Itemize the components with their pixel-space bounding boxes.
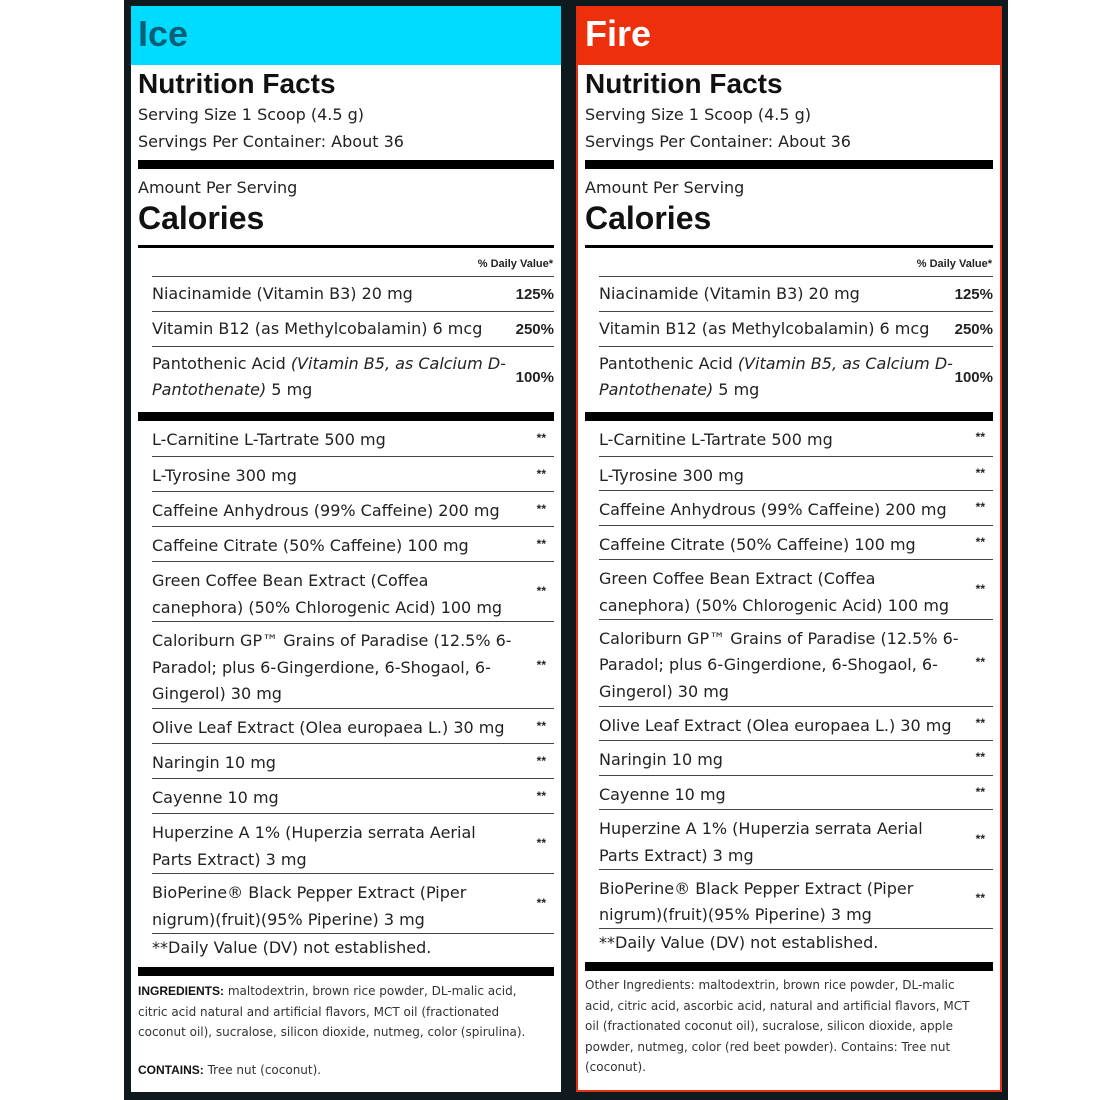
fire-ingredient-name-line: Naringin 10 mg [599, 750, 723, 769]
fire-ingredient-dv: ** [975, 581, 985, 596]
fire-ingredient-dv: ** [975, 500, 985, 515]
ice-ingredient-name-line: Olive Leaf Extract (Olea europaea L.) 30 mg [152, 718, 505, 737]
fire-ingredient-row [599, 619, 993, 707]
ice-ingredient-name-line: L-Carnitine L-Tartrate 500 mg [152, 430, 386, 449]
ice-ingredient-row [152, 456, 554, 492]
fire-ingredient-row [599, 740, 993, 776]
ice-ingredient-row [152, 621, 554, 709]
ice-ingredient-dv: ** [536, 536, 546, 551]
fire-divider-thick-3 [585, 962, 993, 971]
fire-vitamin-name-line2-plain: 5 mg [713, 380, 760, 399]
ice-ingredient-name-line: Caffeine Anhydrous (99% Caffeine) 200 mg [152, 501, 500, 520]
ice-contains-value: Tree nut (coconut). [203, 1063, 322, 1077]
ice-ingredient-name-line: Caloriburn GP™ Grains of Paradise (12.5% 6- [152, 631, 512, 650]
ice-nutrition-facts-title: Nutrition Facts [138, 68, 336, 99]
fire-vitamin-name: Vitamin B12 (as Methylcobalamin) 6 mcg [599, 319, 930, 338]
fire-vitamin-dv: 125% [954, 286, 993, 303]
ice-ingredient-row [152, 526, 554, 562]
ice-ingredient-row [152, 561, 554, 622]
ice-ingredient-name-line: L-Tyrosine 300 mg [152, 466, 297, 485]
ice-ingredients-line-text: maltodextrin, brown rice powder, DL-malic acid, [224, 984, 517, 998]
fire-ingredient-name-line: Huperzine A 1% (Huperzia serrata Aerial [599, 819, 923, 838]
fire-vitamin-name-italic: (Vitamin B5, as Calcium D- [737, 354, 953, 373]
ice-ingredient-dv: ** [536, 657, 546, 672]
fire-daily-value-header: % Daily Value* [916, 258, 992, 270]
fire-vitamin-name-line2-italic: Pantothenate) [599, 380, 714, 399]
ice-ingredient-name-line: nigrum)(fruit)(95% Piperine) 3 mg [152, 909, 425, 929]
fire-ingredient-name-line: nigrum)(fruit)(95% Piperine) 3 mg [599, 905, 872, 924]
fire-panel [576, 6, 1002, 1092]
ice-ingredient-name-line: Naringin 10 mg [152, 753, 276, 772]
fire-ingredient-name-line: Caffeine Citrate (50% Caffeine) 100 mg [599, 534, 916, 554]
fire-calories-label: Calories [585, 200, 712, 236]
ice-panel [131, 6, 561, 1092]
fire-ingredient-dv: ** [975, 784, 985, 799]
ice-ingredient-dv: ** [536, 430, 546, 445]
ice-ingredient-dv: ** [536, 896, 546, 910]
ice-ingredients-line: citric acid natural and artificial flavors, MCT oil (fractionated [138, 1004, 500, 1019]
fire-ingredients-line: oil (fractionated coconut oil), sucralose, silicon dioxide, apple [585, 1019, 953, 1033]
fire-ingredient-dv: ** [975, 831, 985, 846]
fire-vitamin-dv: 250% [954, 321, 993, 338]
fire-ingredient-name-line: Paradol; plus 6-Gingerdione, 6-Shogaol, 6- [599, 655, 938, 674]
ice-servings-per-container: Servings Per Container: About 36 [138, 132, 404, 151]
fire-ingredient-dv: ** [975, 655, 985, 669]
ice-ingredient-name-line: Cayenne 10 mg [152, 788, 279, 807]
ice-vitamin-name-line2-italic: Pantothenate) [152, 380, 267, 399]
fire-ingredient-dv: ** [975, 465, 985, 480]
fire-ingredient-name-line: Cayenne 10 mg [599, 784, 726, 804]
fire-dv-footnote: **Daily Value (DV) not established. [599, 933, 879, 952]
fire-vitamin-row [599, 346, 993, 409]
ice-vitamin-name-line2 [152, 377, 312, 403]
ice-vitamin-name [152, 351, 506, 377]
ice-ingredients-text [138, 981, 548, 1043]
ice-ingredient-name-line: canephora) (50% Chlorogenic Acid) 100 mg [152, 597, 503, 617]
fire-vitamin-name [599, 351, 953, 377]
fire-ingredient-dv: ** [975, 715, 985, 730]
ice-header-title: Ice [138, 13, 189, 54]
ice-dv-footnote: **Daily Value (DV) not established. [152, 938, 432, 957]
fire-ingredient-bottom-rule [599, 928, 993, 929]
ice-ingredient-row [152, 708, 554, 744]
ice-ingredients-line: coconut oil), sucralose, silicon dioxide, nutmeg, color (spirulina). [138, 1025, 526, 1039]
ice-vitamin-name-line2-plain: 5 mg [266, 380, 313, 399]
fire-ingredient-dv: ** [975, 430, 985, 445]
ice-ingredient-dv: ** [536, 836, 546, 850]
fire-divider-medium [585, 245, 993, 248]
ice-vitamin-row [152, 346, 554, 409]
ice-ingredients-line [138, 981, 548, 1002]
ice-divider-thick-3 [138, 967, 554, 976]
ice-vitamin-name: Vitamin B12 (as Methylcobalamin) 6 mcg [152, 319, 483, 338]
fire-ingredient-row [599, 456, 993, 492]
fire-ingredient-dv: ** [975, 891, 985, 906]
fire-ingredient-row [599, 809, 993, 870]
ice-ingredient-name-line: BioPerine® Black Pepper Extract (Piper [152, 883, 467, 902]
fire-ingredient-dv: ** [975, 534, 985, 549]
fire-ingredient-name-line: BioPerine® Black Pepper Extract (Piper [599, 878, 914, 898]
ice-daily-value-header: % Daily Value* [477, 258, 553, 270]
fire-amount-per-serving: Amount Per Serving [585, 178, 745, 197]
ice-divider-thick-2 [138, 412, 554, 421]
ice-divider-thick-1 [138, 160, 554, 169]
fire-ingredient-name-line: Caffeine Anhydrous (99% Caffeine) 200 mg [599, 500, 947, 519]
fire-ingredient-name-line: canephora) (50% Chlorogenic Acid) 100 mg [599, 595, 950, 615]
ice-divider-medium [138, 245, 554, 248]
fire-divider-thick-2 [585, 412, 993, 421]
ice-ingredient-row [152, 813, 554, 874]
ice-amount-per-serving: Amount Per Serving [138, 178, 298, 197]
fire-serving-size: Serving Size 1 Scoop (4.5 g) [585, 105, 812, 124]
ice-ingredient-name-line: Caffeine Citrate (50% Caffeine) 100 mg [152, 536, 469, 555]
fire-header-bar [578, 6, 1000, 65]
ice-vitamin-name-plain: Pantothenic Acid [152, 354, 291, 373]
ice-vitamin-dv: 100% [515, 369, 554, 386]
ice-ingredient-name-line: Paradol; plus 6-Gingerdione, 6-Shogaol, 6- [152, 657, 491, 677]
ice-ingredient-dv: ** [536, 501, 546, 516]
ice-ingredient-dv: ** [536, 788, 546, 803]
fire-servings-per-container: Servings Per Container: About 36 [585, 132, 851, 151]
fire-ingredient-row [599, 775, 993, 811]
fire-ingredients-line: Other Ingredients: maltodextrin, brown rice powder, DL-malic [585, 978, 955, 992]
ice-ingredient-row [152, 873, 554, 934]
ice-ingredient-name-line: Parts Extract) 3 mg [152, 849, 307, 869]
ice-ingredient-dv: ** [536, 584, 546, 598]
fire-ingredient-row [599, 421, 993, 456]
fire-ingredient-name-line: Parts Extract) 3 mg [599, 845, 754, 865]
ice-serving-size: Serving Size 1 Scoop (4.5 g) [138, 105, 365, 124]
fire-ingredient-name-line: Caloriburn GP™ Grains of Paradise (12.5% 6- [599, 628, 959, 648]
fire-vitamin-row [599, 311, 993, 347]
fire-divider-thick-1 [585, 160, 993, 169]
ice-vitamin-name: Niacinamide (Vitamin B3) 20 mg [152, 284, 413, 303]
ice-vitamin-row [152, 276, 554, 312]
fire-ingredients-line: acid, citric acid, ascorbic acid, natural and artificial flavors, MCT [585, 998, 970, 1013]
ice-contains-label: CONTAINS: [138, 1063, 204, 1077]
fire-ingredients-line: powder, nutmeg, color (red beet powder). Contains: Tree nut [585, 1039, 951, 1054]
ice-vitamin-dv: 250% [515, 321, 554, 338]
ice-ingredient-dv: ** [536, 466, 546, 481]
fire-vitamin-name-plain: Pantothenic Acid [599, 354, 738, 373]
fire-ingredient-row [599, 525, 993, 561]
ice-calories-label: Calories [138, 200, 265, 236]
fire-ingredient-name-line: L-Tyrosine 300 mg [599, 465, 744, 485]
fire-nutrition-facts-title: Nutrition Facts [585, 68, 783, 99]
fire-ingredient-row [599, 706, 993, 742]
fire-vitamin-name: Niacinamide (Vitamin B3) 20 mg [599, 284, 860, 303]
ice-ingredient-bottom-rule [152, 933, 554, 934]
fire-ingredient-name-line: Green Coffee Bean Extract (Coffea [599, 569, 876, 588]
ice-vitamin-dv: 125% [515, 286, 554, 303]
fire-vitamin-row [599, 276, 993, 312]
fire-ingredient-name-line: Gingerol) 30 mg [599, 681, 729, 701]
ice-vitamin-row [152, 311, 554, 347]
ice-vitamin-name-italic: (Vitamin B5, as Calcium D- [290, 354, 506, 373]
ice-ingredient-row [152, 778, 554, 814]
ice-ingredient-row [152, 421, 554, 456]
fire-ingredient-row [599, 869, 993, 930]
ice-ingredient-name-line: Gingerol) 30 mg [152, 684, 282, 703]
fire-header-title: Fire [585, 13, 652, 54]
ice-ingredient-dv: ** [536, 718, 546, 733]
fire-vitamin-name-line2 [599, 377, 759, 403]
ice-header-bar [131, 6, 561, 65]
fire-ingredients-line: (coconut). [585, 1060, 646, 1074]
fire-ingredients-text [585, 975, 995, 1078]
ice-ingredient-name-line: Green Coffee Bean Extract (Coffea [152, 571, 429, 590]
fire-ingredient-dv: ** [975, 750, 985, 765]
fire-ingredient-row [599, 490, 993, 526]
ice-ingredient-row [152, 491, 554, 527]
ice-ingredient-row [152, 743, 554, 779]
fire-ingredient-name-line: L-Carnitine L-Tartrate 500 mg [599, 430, 833, 449]
ice-contains-text [138, 1060, 321, 1081]
fire-vitamin-dv: 100% [954, 369, 993, 386]
ice-ingredient-name-line: Huperzine A 1% (Huperzia serrata Aerial [152, 823, 476, 842]
ice-ingredient-dv: ** [536, 753, 546, 768]
fire-ingredient-name-line: Olive Leaf Extract (Olea europaea L.) 30 mg [599, 715, 952, 735]
ice-ingredients-label: INGREDIENTS: [138, 984, 225, 998]
fire-ingredient-row [599, 559, 993, 620]
